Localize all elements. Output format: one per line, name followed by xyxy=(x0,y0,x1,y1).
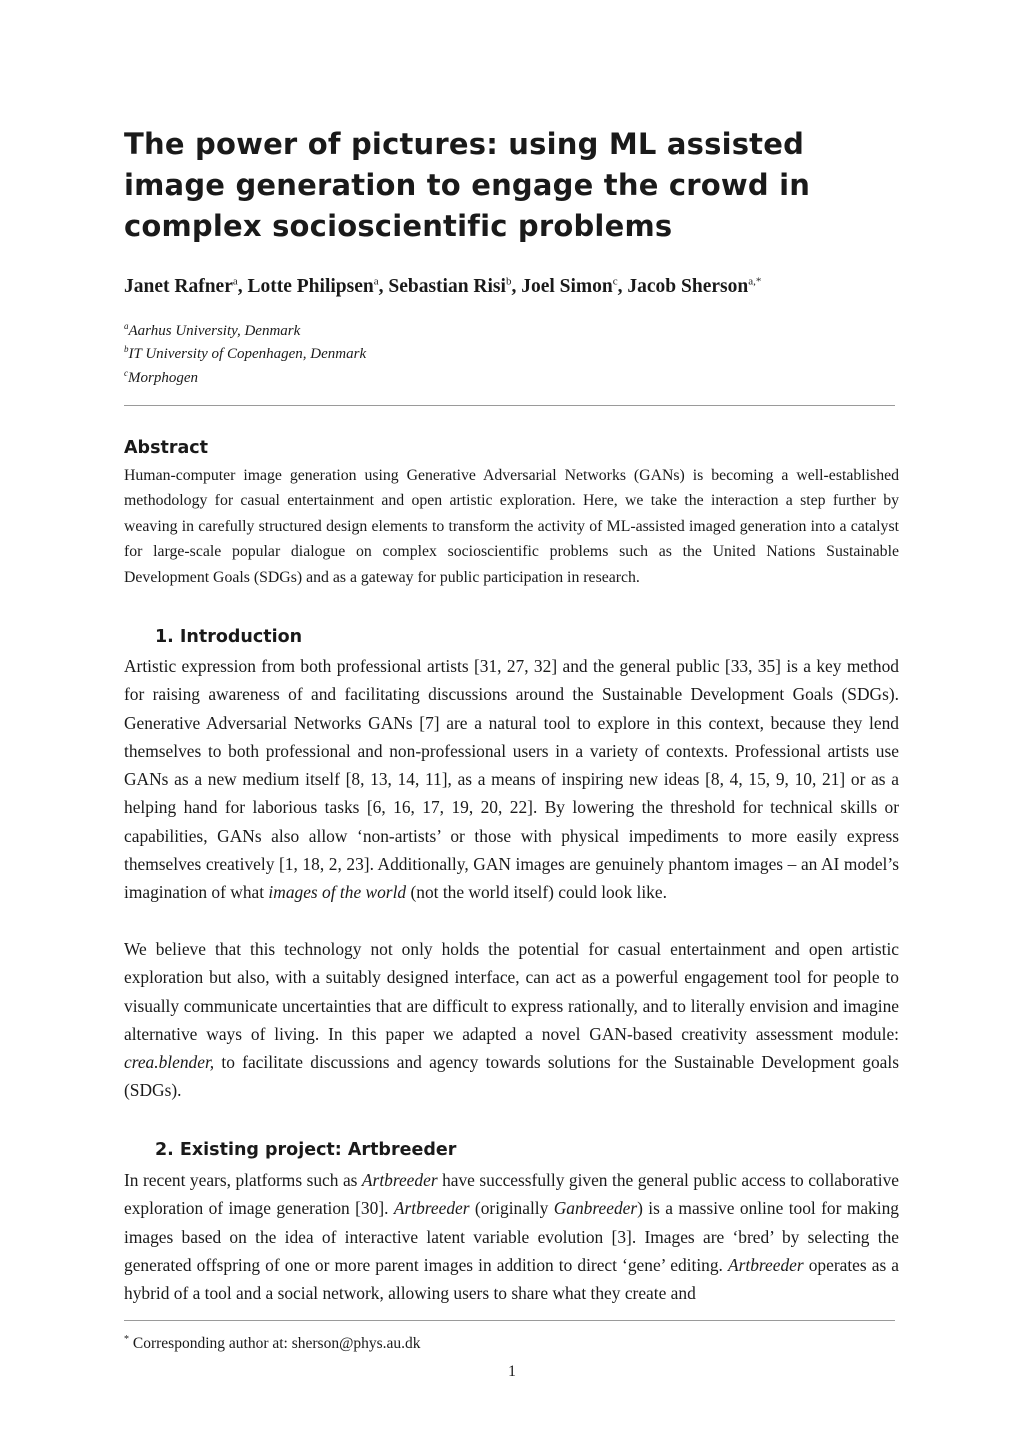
author: Lotte Philipsen$^a$, xyxy=(247,275,389,297)
abstract-text: Human-computer image generation using Generative Adversarial Networks (GANs) is becoming a well-established methodology for casual entertainment and open artistic exploration. Here, we take the interaction a step further by weaving in carefully structured design elements to transform the activity of ML-assisted imaged generation into a catalyst for large-scale popular dialogue on complex socioscientific problems such as the United Nations Sustainable Development Goals (SDGs) and as a gateway for public participation in research. xyxy=(124,467,899,586)
affiliation: $^c$Morphogen xyxy=(124,368,198,386)
section-heading-artbreeder: 2. Existing project: Artbreeder xyxy=(155,1140,457,1160)
author: Jacob Sherson$^{a,*}$ xyxy=(627,275,762,297)
author-list xyxy=(124,276,924,298)
footnote: * Corresponding author at: sherson@phys.au.dk xyxy=(124,1334,421,1353)
author: Janet Rafner$^a$, xyxy=(124,275,248,297)
artbreeder-paragraph: In recent years, platforms such as Artbreeder have successfully given the general public access to collaborative exploration of image generation [30]. Artbreeder (originally Ganbreeder) is a massive online tool for making images based on the idea of interactive latent variable evolution [3]. Images are ‘bred’ by selecting the generated offspring of one or more parent images in addition to direct ‘gene’ editing. Artbreeder operates as a hybrid of a tool and a social network, allowing users to share what they create and xyxy=(124,1170,899,1304)
author: Joel Simon$^c$, xyxy=(521,275,628,297)
divider xyxy=(124,405,895,406)
paper-title: The power of pictures: using ML assisted image generation to engage the crowd in complex socioscientific problems xyxy=(124,127,811,243)
page-number: 1 xyxy=(508,1363,516,1380)
intro-paragraph: We believe that this technology not only holds the potential for casual entertainment and open artistic exploration but also, with a suitably designed interface, can act as a powerful engagement tool for people to visually communicate uncertainties that are difficult to express rationally, and to literally envision and imagine alternative ways of living. In this paper we adapted a novel GAN-based creativity assessment module: crea.blender, to facilitate discussions and agency towards solutions for the Sustainable Development goals (SDGs). xyxy=(124,939,899,1101)
intro-paragraph: Artistic expression from both professional artists [31, 27, 32] and the general public [33, 35] is a key method for raising awareness of and facilitating discussions around the Sustainable Development Goals (SDGs). Generative Adversarial Networks GANs [7] are a natural tool to explore in this context, because they lend themselves to both professional and non-professional users in a variety of contexts. Professional artists use GANs as a new medium itself [8, 13, 14, 11], as a means of inspiring new ideas [8, 4, 15, 9, 10, 21] or as a helping hand for laborious tasks [6, 16, 17, 19, 20, 22]. By lowering the threshold for technical skills or capabilities, GANs also allow ‘non-artists’ or those with physical impediments to more easily express themselves creatively [1, 18, 2, 23]. Additionally, GAN images are genuinely phantom images – an AI model’s imagination of what images of the world (not the world itself) could look like. xyxy=(124,656,899,903)
footnote-divider xyxy=(124,1320,895,1321)
section-heading-introduction: 1. Introduction xyxy=(155,627,303,647)
abstract-heading: Abstract xyxy=(124,438,209,458)
affiliation: $^a$Aarhus University, Denmark xyxy=(124,321,301,339)
author: Sebastian Risi$^b$, xyxy=(388,275,522,297)
affiliation: $^b$IT University of Copenhagen, Denmark xyxy=(124,344,367,362)
